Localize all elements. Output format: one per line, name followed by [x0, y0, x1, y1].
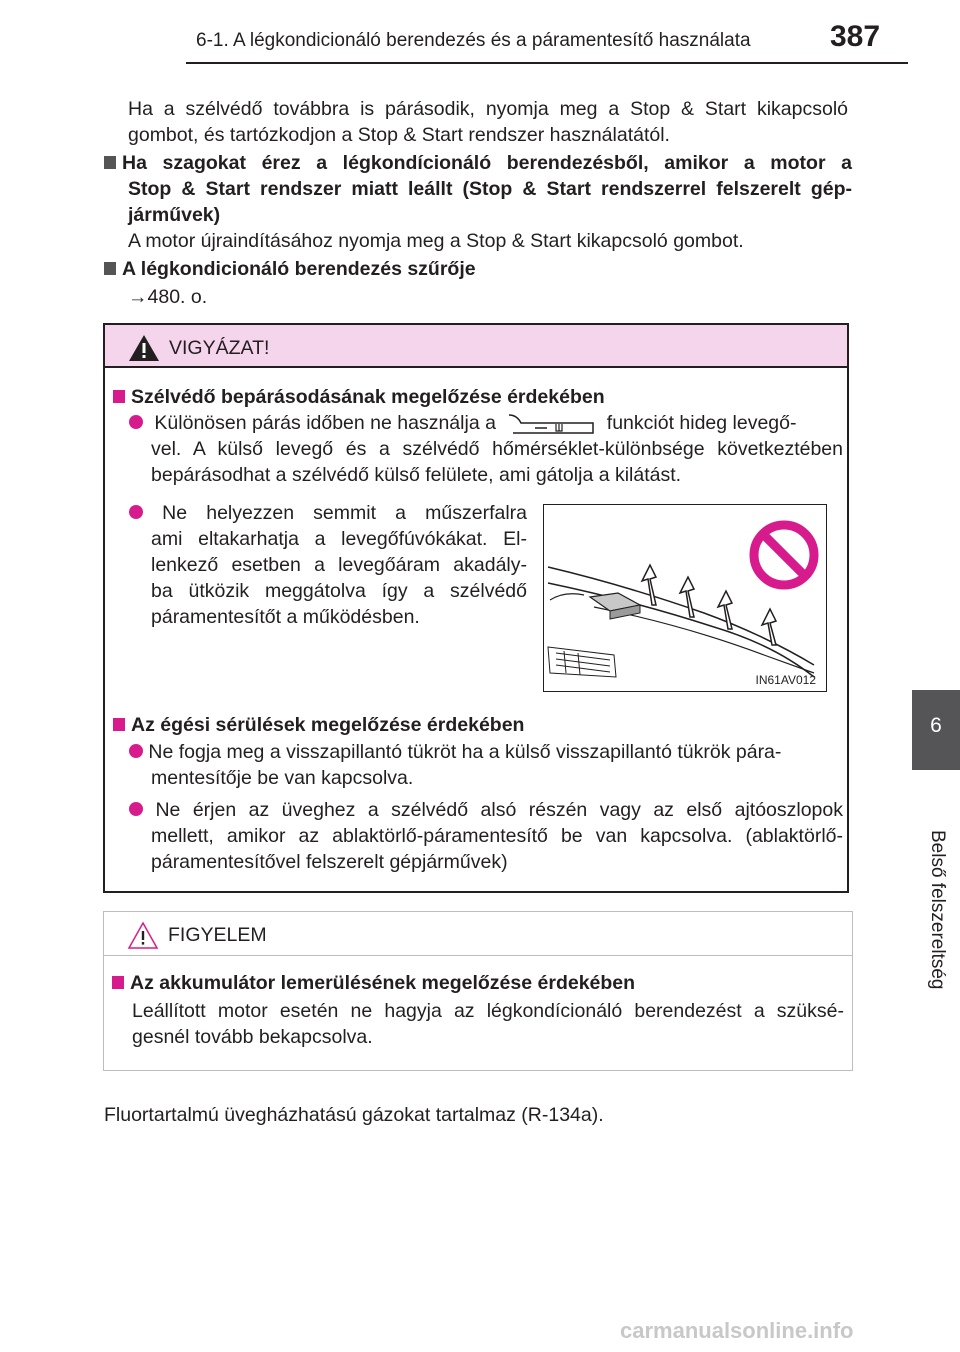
caution-bullet-3-line-1: Ne fogja meg a visszapillantó tükröt ha a külső visszapillantó tükrök pára- — [129, 739, 781, 765]
odor-heading-line-1: Ha szagokat érez a légkondícionáló berendezésből, amikor a motor a — [104, 150, 852, 176]
caution-bullet-1-line-1: Különösen párás időben ne használja a funkciót hideg levegő- — [129, 410, 797, 436]
section-square-icon — [104, 156, 116, 169]
intro-line-2: gombot, és tartózkodjon a Stop & Start rendszer használatától. — [128, 124, 670, 146]
caution-header — [105, 325, 847, 368]
section-square-icon — [104, 262, 116, 275]
bullet-dot-icon — [129, 415, 143, 429]
caution-label: VIGYÁZAT! — [169, 337, 270, 359]
notice-line-2: gesnél tovább bekapcsolva. — [132, 1026, 373, 1048]
caution-bullet-2-line-2: ami eltakarhatja a levegőfúvókákat. El- — [151, 528, 527, 550]
caution-bullet-4-line-1: Ne érjen az üveghez a szélvédő alsó részén vagy az első ajtóoszlopok — [129, 797, 843, 823]
odor-heading-line-3: járművek) — [128, 204, 221, 226]
dashboard-vents-drawing — [544, 505, 825, 690]
caution-bullet-1-line-2: vel. A külső levegő és a szélvédő hőmérséklet-különbsége következtében — [151, 438, 843, 460]
caution-sec1-heading: Szélvédő bepárásodásának megelőzése érdekében — [113, 384, 605, 410]
warning-triangle-filled-icon — [127, 333, 161, 363]
bullet-dot-icon — [129, 802, 143, 816]
bullet-dot-icon — [129, 744, 143, 758]
notice-line-1: Leállított motor esetén ne hagyja az légkondícionáló berendezést a szüksé- — [132, 1000, 844, 1022]
caution-bullet-1-line-3: bepárásodhat a szélvédő külső felülete, ami gátolja a kilátást. — [151, 464, 682, 486]
prohibited-icon — [754, 525, 814, 585]
section-square-icon — [113, 718, 125, 731]
filter-page-reference[interactable]: →480. o. — [128, 286, 208, 308]
page-header — [0, 0, 960, 64]
caution-bullet-2-line-4: ba ütközik meggátolva így a szélvédő — [151, 580, 527, 602]
notice-label: FIGYELEM — [168, 924, 267, 946]
header-rule — [186, 62, 908, 64]
caution-bullet-3-line-2: mentesítője be van kapcsolva. — [151, 767, 414, 789]
notice-heading: Az akkumulátor lemerülésének megelőzése érdekében — [112, 970, 635, 996]
caution-bullet-2-line-3: lenkező esetben a levegőáram akadály- — [151, 554, 527, 576]
caution-bullet-4-line-2: mellett, amikor az ablaktörlő-páramentesítő be van kapcsolva. (ablaktörlő- — [151, 825, 843, 847]
chapter-tab-label: Belső felszereltség — [927, 830, 948, 990]
figure-code: IN61AV012 — [755, 673, 816, 687]
windshield-defrost-symbol-icon — [507, 411, 595, 435]
watermark: carmanualsonline.info — [620, 1318, 854, 1343]
caution-bullet-4-line-3: páramentesítővel felszerelt gépjárművek) — [151, 851, 508, 873]
filter-heading: A légkondicionáló berendezés szűrője — [104, 256, 476, 282]
warning-triangle-outline-icon — [126, 920, 160, 950]
caution-bullet-2-line-5: páramentesítőt a működésben. — [151, 606, 420, 628]
odor-heading-line-2: Stop & Start rendszer miatt leállt (Stop & Start rendszerrel felszerelt gép- — [128, 178, 852, 200]
chapter-title: 6-1. A légkondicionáló berendezés és a páramentesítő használata — [196, 30, 751, 51]
chapter-tab[interactable] — [912, 690, 960, 770]
chapter-tab-number: 6 — [930, 714, 942, 737]
intro-line-1: Ha a szélvédő továbbra is párásodik, nyomja meg a Stop & Start kikapcsoló — [128, 98, 848, 120]
notice-box — [103, 911, 853, 1071]
refrigerant-note: Fluortartalmú üvegházhatású gázokat tartalmaz (R-134a). — [104, 1104, 604, 1126]
caution-sec2-heading: Az égési sérülések megelőzése érdekében — [113, 712, 524, 738]
odor-text: A motor újraindításához nyomja meg a Stop & Start kikapcsoló gombot. — [128, 230, 744, 252]
section-square-icon — [112, 976, 124, 989]
dashboard-illustration — [543, 504, 827, 692]
caution-bullet-2-line-1: Ne helyezzen semmit a műszerfalra — [129, 500, 527, 526]
notice-header — [104, 912, 852, 956]
section-square-icon — [113, 390, 125, 403]
bullet-dot-icon — [129, 505, 143, 519]
page-number: 387 — [830, 20, 881, 53]
